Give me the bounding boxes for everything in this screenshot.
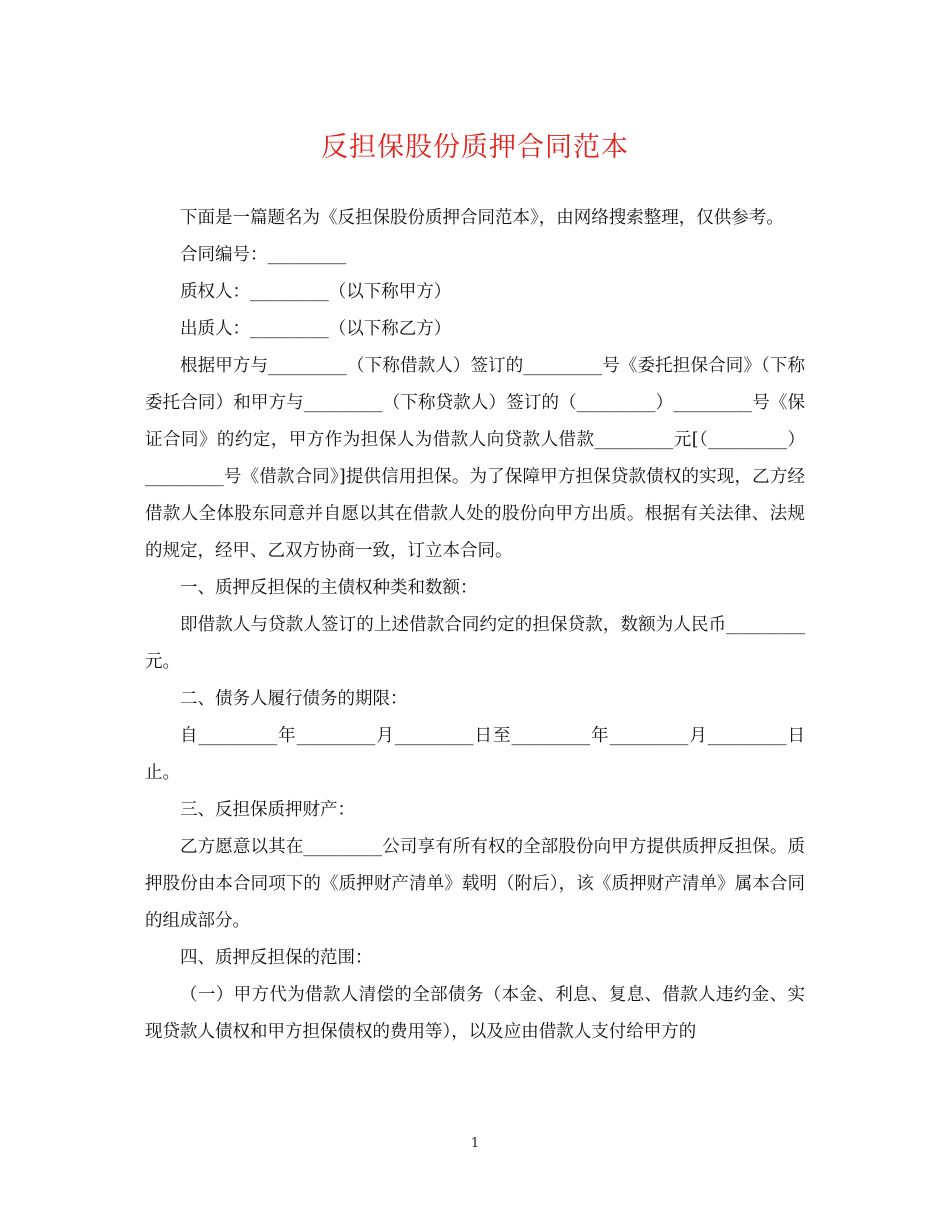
section-4-heading: 四、质押反担保的范围：	[180, 948, 373, 968]
contract-number-line: 合同编号：_________	[180, 245, 347, 265]
section-1-body: 即借款人与贷款人签订的上述借款合同约定的担保贷款，数额为人民币_________元。	[145, 615, 805, 672]
section-3-heading: 三、反担保质押财产：	[180, 800, 355, 820]
section-3-body: 乙方愿意以其在_________公司享有所有权的全部股份向甲方提供质押反担保。质押股份由本合同项下的《质押财产清单》载明（附后），该《质押财产清单》属本合同的组成部分。	[145, 837, 805, 931]
document-title: 反担保股份质押合同范本	[321, 132, 629, 163]
section-4-item-1: （一）甲方代为借款人清偿的全部债务（本金、利息、复息、借款人违约金、实现贷款人债权和甲方担保债权的费用等），以及应由借款人支付给甲方的	[145, 985, 805, 1042]
section-2-heading: 二、债务人履行债务的期限：	[180, 689, 408, 709]
section-2-body: 自_________年_________月_________日至_________年_________月_________日止。	[145, 726, 805, 783]
page-number: 1	[470, 1136, 480, 1151]
section-1-heading: 一、质押反担保的主债权种类和数额：	[180, 578, 478, 598]
preamble-paragraph: 根据甲方与_________（下称借款人）签订的_________号《委托担保合同》（下称委托合同）和甲方与_________（下称贷款人）签订的（_________）_________号《保证合同》的约定，甲方作为担保人为借款人向贷款人借款_________元[（_________）_________号《借款合同》]提供信用担保。为了保障甲方担保贷款债权的实现，乙方经借款人全体股东同意并自愿以其在借款人处的股份向甲方出质。根据有关法律、法规的规定，经甲、乙双方协商一致，订立本合同。	[145, 356, 805, 561]
pledgor-line: 出质人：_________（以下称乙方）	[180, 319, 452, 339]
pledgee-line: 质权人：_________（以下称甲方）	[180, 282, 452, 302]
intro-paragraph: 下面是一篇题名为《反担保股份质押合同范本》，由网络搜索整理，仅供参考。	[180, 208, 784, 228]
document-body	[145, 200, 805, 1051]
